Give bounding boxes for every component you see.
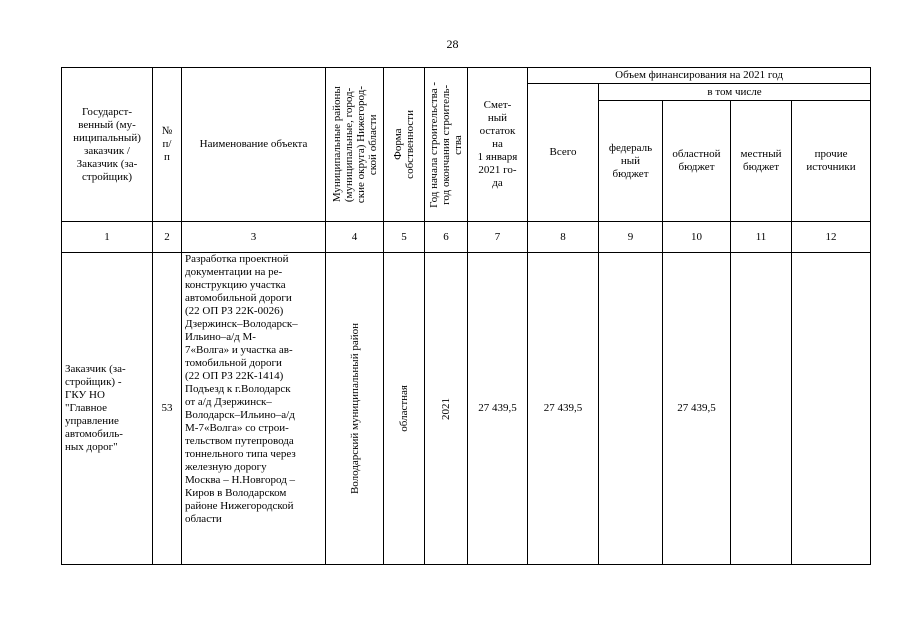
row-customer: Заказчик (за- стройщик) - ГКУ НО "Главное управление автомобиль- ных дорог"	[62, 253, 153, 565]
header-local: местный бюджет	[731, 101, 792, 222]
header-ownership-text: Форма собственности	[392, 110, 416, 179]
row-number: 53	[153, 253, 182, 565]
header-other: прочие источники	[792, 101, 871, 222]
column-number: 6	[425, 222, 468, 253]
header-number: № п/ п	[153, 68, 182, 222]
row-object-name: Разработка проектной документации на ре- конструкцию участка автомобильной дороги (22 ОП РЗ 22К-0026) Дзержинск–Володарск– Ильино–а/д М- 7«Волга» и участка ав- томобильной дороги (22 ОП РЗ 22К-1414) Подъезд к г.Володарск от а/д Дзержинск– Володарск–Ильино–а/д М-7«Волга» со строи- тельством путепровода тоннельного типа через железную дорогу Москва – Н.Новгород – Киров в Володарском районе Нижегородской области	[182, 253, 326, 565]
column-number: 7	[468, 222, 528, 253]
financing-table	[61, 67, 871, 565]
column-number: 9	[599, 222, 663, 253]
row-district	[326, 253, 384, 565]
row-year	[425, 253, 468, 565]
row-local	[731, 253, 792, 565]
header-districts	[326, 68, 384, 222]
column-number: 3	[182, 222, 326, 253]
header-estimated-balance: Смет- ный остаток на 1 января 2021 го- да	[468, 68, 528, 222]
column-number: 4	[326, 222, 384, 253]
header-object-name: Наименование объекта	[182, 68, 326, 222]
column-number: 1	[62, 222, 153, 253]
header-funding-group: Объем финансирования на 2021 год	[528, 68, 871, 84]
row-district-text: Володарский муниципальный район	[348, 322, 361, 495]
header-including: в том числе	[599, 84, 871, 101]
row-ownership	[384, 253, 425, 565]
header-years-text: Год начала строительства - год окончания строитель- ства	[428, 81, 464, 208]
row-other	[792, 253, 871, 565]
header-federal: федераль ный бюджет	[599, 101, 663, 222]
row-regional: 27 439,5	[663, 253, 731, 565]
column-number: 11	[731, 222, 792, 253]
row-total: 27 439,5	[528, 253, 599, 565]
header-regional: областной бюджет	[663, 101, 731, 222]
header-total: Всего	[528, 84, 599, 222]
row-estimated-balance: 27 439,5	[468, 253, 528, 565]
page-number: 28	[446, 37, 459, 51]
column-number: 10	[663, 222, 731, 253]
column-number: 5	[384, 222, 425, 253]
column-number: 2	[153, 222, 182, 253]
header-ownership	[384, 68, 425, 222]
header-customer: Государст- венный (му- ниципальный) заказчик / Заказчик (за- стройщик)	[62, 68, 153, 222]
row-federal	[599, 253, 663, 565]
column-number: 8	[528, 222, 599, 253]
row-ownership-text: областная	[398, 385, 410, 432]
header-years	[425, 68, 468, 222]
column-number: 12	[792, 222, 871, 253]
header-districts-text: Муниципальные районы (муниципальные, город- ские округа) Нижегород- ской области	[330, 85, 379, 204]
row-year-text: 2021	[440, 397, 452, 420]
